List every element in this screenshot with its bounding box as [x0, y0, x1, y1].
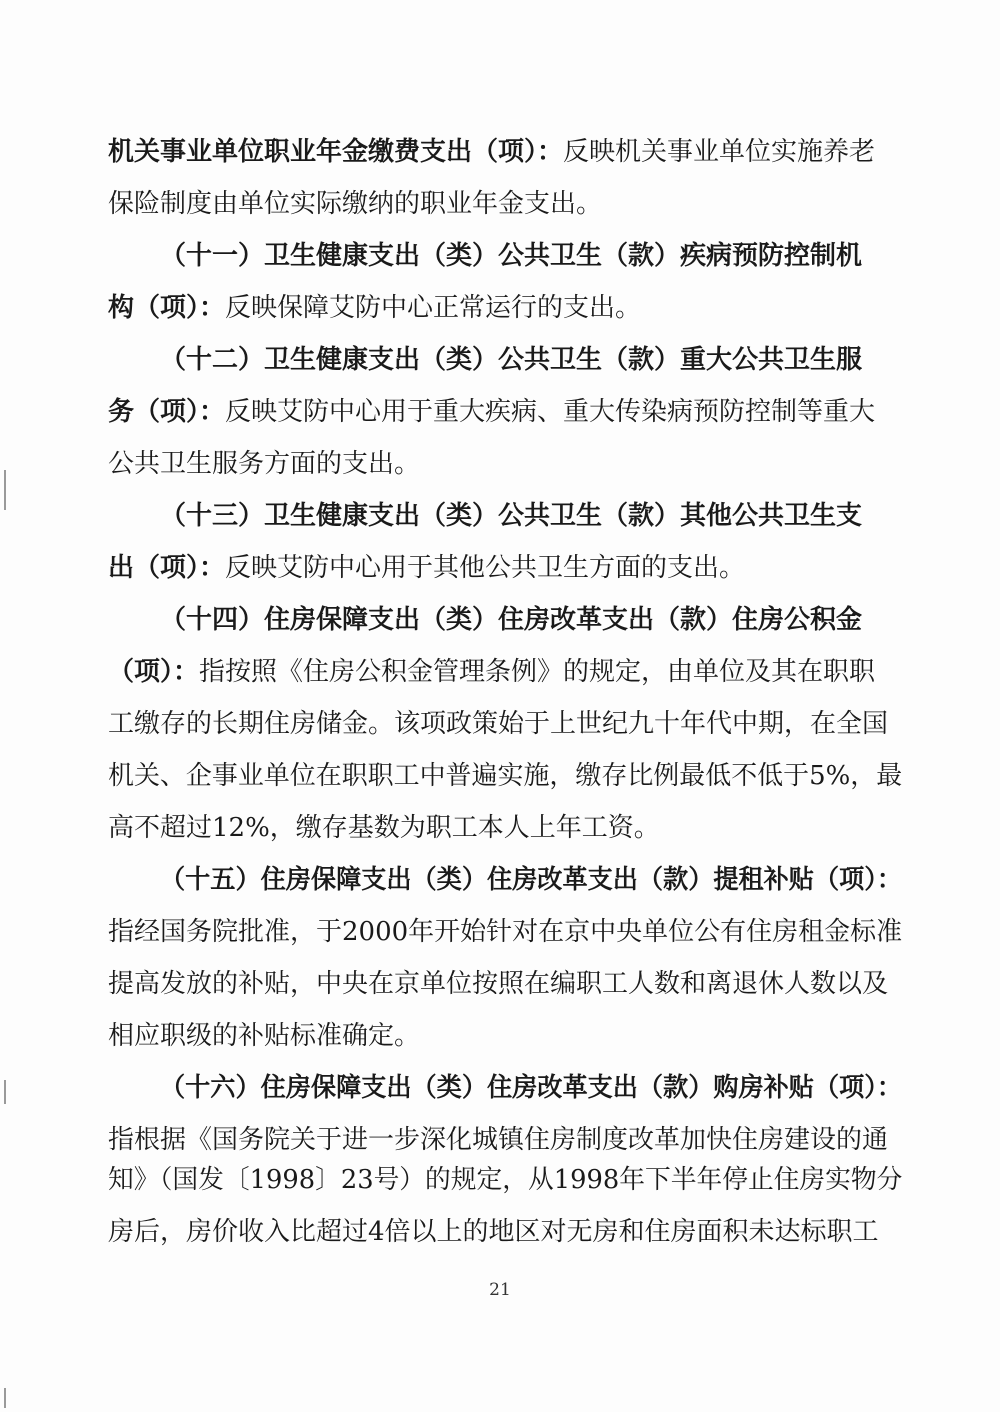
line-text: 指经国务院批准，于2000年开始针对在京中央单位公有住房租金标准 — [108, 917, 903, 947]
line-heading: （十四）住房保障支出（类）住房改革支出（款）住房公积金 — [160, 605, 863, 635]
text-line — [5, 858, 972, 902]
line-text: 机关、企事业单位在职职工中普遍实施，缴存比例最低不低于5%，最 — [108, 761, 903, 791]
line-heading: 务（项）： — [108, 397, 226, 427]
line-heading: 出（项）： — [108, 553, 226, 583]
line-heading: （十三）卫生健康支出（类）公共卫生（款）其他公共卫生支 — [160, 501, 863, 531]
line-heading: （十六）住房保障支出（类）住房改革支出（款）购房补贴（项）： — [160, 1073, 903, 1103]
text-line — [0, 442, 1000, 486]
text-line — [0, 1014, 1000, 1058]
scan-edge-mark — [4, 470, 6, 510]
line-text: 反映艾防中心用于其他公共卫生方面的支出。 — [225, 553, 746, 583]
text-line — [0, 286, 1000, 330]
line-text: 知》（国发〔1998〕23号）的规定，从1998年下半年停止住房实物分 — [108, 1165, 903, 1195]
text-line — [0, 806, 1000, 850]
page-number: 21 — [489, 1280, 511, 1300]
line-text: 高不超过12%，缴存基数为职工本人上年工资。 — [108, 813, 660, 843]
line-text: 反映机关事业单位实施养老 — [563, 137, 876, 167]
text-line — [1, 1158, 991, 1202]
line-text: 房后，房价收入比超过4倍以上的地区对无房和住房面积未达标职工 — [108, 1217, 879, 1247]
text-line — [0, 234, 1000, 278]
scan-edge-mark — [4, 1388, 6, 1408]
text-line — [0, 598, 1000, 642]
text-line — [0, 962, 1000, 1006]
line-text: 反映保障艾防中心正常运行的支出。 — [225, 293, 642, 323]
line-text: 工缴存的长期住房储金。该项政策始于上世纪九十年代中期，在全国 — [108, 709, 889, 739]
line-heading: （十二）卫生健康支出（类）公共卫生（款）重大公共卫生服 — [160, 345, 863, 375]
line-text: 公共卫生服务方面的支出。 — [108, 449, 421, 479]
line-heading: 机关事业单位职业年金缴费支出（项）： — [108, 137, 564, 167]
line-heading: （十一）卫生健康支出（类）公共卫生（款）疾病预防控制机 — [160, 241, 863, 271]
text-line — [0, 182, 1000, 226]
line-text: 反映艾防中心用于重大疾病、重大传染病预防控制等重大 — [225, 397, 876, 427]
scan-edge-mark — [4, 1080, 6, 1104]
line-text: 提高发放的补贴，中央在京单位按照在编职工人数和离退休人数以及 — [108, 969, 889, 999]
text-line — [0, 910, 1000, 954]
text-line — [5, 1066, 972, 1110]
line-heading: （项）： — [108, 657, 200, 687]
line-text: 保险制度由单位实际缴纳的职业年金支出。 — [108, 189, 603, 219]
text-line — [0, 130, 1000, 174]
line-text: 相应职级的补贴标准确定。 — [108, 1021, 421, 1051]
text-line — [0, 390, 1000, 434]
line-heading: （十五）住房保障支出（类）住房改革支出（款）提租补贴（项）： — [160, 865, 903, 895]
text-line — [0, 546, 1000, 590]
line-heading: 构（项）： — [108, 293, 226, 323]
text-line — [0, 1118, 1000, 1162]
text-line — [0, 338, 1000, 382]
text-line — [0, 494, 1000, 538]
text-line — [0, 702, 1000, 746]
line-text: 指按照《住房公积金管理条例》的规定，由单位及其在职职 — [199, 657, 876, 687]
text-line — [0, 650, 1000, 694]
line-text: 指根据《国务院关于进一步深化城镇住房制度改革加快住房建设的通 — [108, 1125, 889, 1155]
text-line — [0, 754, 999, 798]
text-line — [0, 1210, 1000, 1254]
